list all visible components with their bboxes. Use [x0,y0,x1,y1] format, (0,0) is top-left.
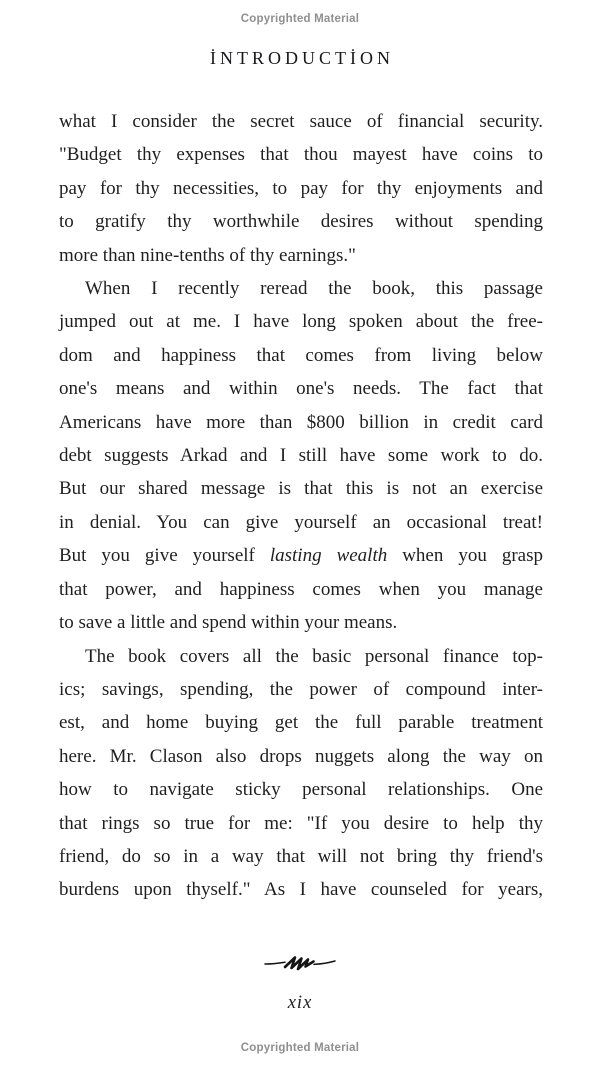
copyright-notice-bottom: Copyrighted Material [240,1042,360,1054]
chapter-title: İNTRODUCTİON [210,48,394,68]
body-line: more than nine-tenths of thy earnings." [59,244,356,266]
body-line: one's means and within one's needs. The fact that [59,378,543,400]
body-line: burdens upon thyself." As I have counseled for years, [59,879,543,901]
paragraph [59,640,543,907]
body-line: But our shared message is that this is not an exercise [59,478,543,500]
body-line: When I recently reread the book, this passage [85,278,543,300]
body-line: to gratify thy worthwhile desires without spending [59,211,543,233]
body-line: friend, do so in a way that will not bring thy friend's [59,845,543,867]
body-line: that power, and happiness comes when you manage [59,578,543,600]
paragraph [59,105,543,272]
body-line: dom and happiness that comes from living below [59,344,543,366]
body-line: what I consider the secret sauce of financial security. [59,111,543,132]
body-line: how to navigate sticky personal relationships. One [59,779,543,801]
body-text [59,105,543,907]
copyright-notice-top: Copyrighted Material [240,13,360,25]
body-line: est, and home buying get the full parable treatment [59,712,543,734]
paragraph [59,272,543,639]
body-line: Americans have more than $800 billion in credit card [59,411,543,433]
body-line: pay for thy necessities, to pay for thy enjoyments and [59,177,543,199]
body-line: The book covers all the basic personal finance top- [85,645,543,667]
body-line: debt suggests Arkad and I still have some work to do. [59,445,543,467]
body-line: ics; savings, spending, the power of compound inter- [59,678,543,700]
body-line: that rings so true for me: "If you desire to help thy [59,812,543,834]
body-line: to save a little and spend within your means. [59,612,398,634]
body-line: jumped out at me. I have long spoken about the free- [59,311,543,333]
body-line: here. Mr. Clason also drops nuggets along the way on [59,745,543,767]
rope-flourish-icon [264,954,336,977]
body-line: in denial. You can give yourself an occasional treat! [59,511,543,533]
page-number: xix [287,993,313,1013]
body-line: "Budget thy expenses that thou mayest have coins to [59,144,543,166]
body-line: But you give yourself lasting wealth when you grasp [59,545,543,567]
section-end-ornament [0,954,600,977]
